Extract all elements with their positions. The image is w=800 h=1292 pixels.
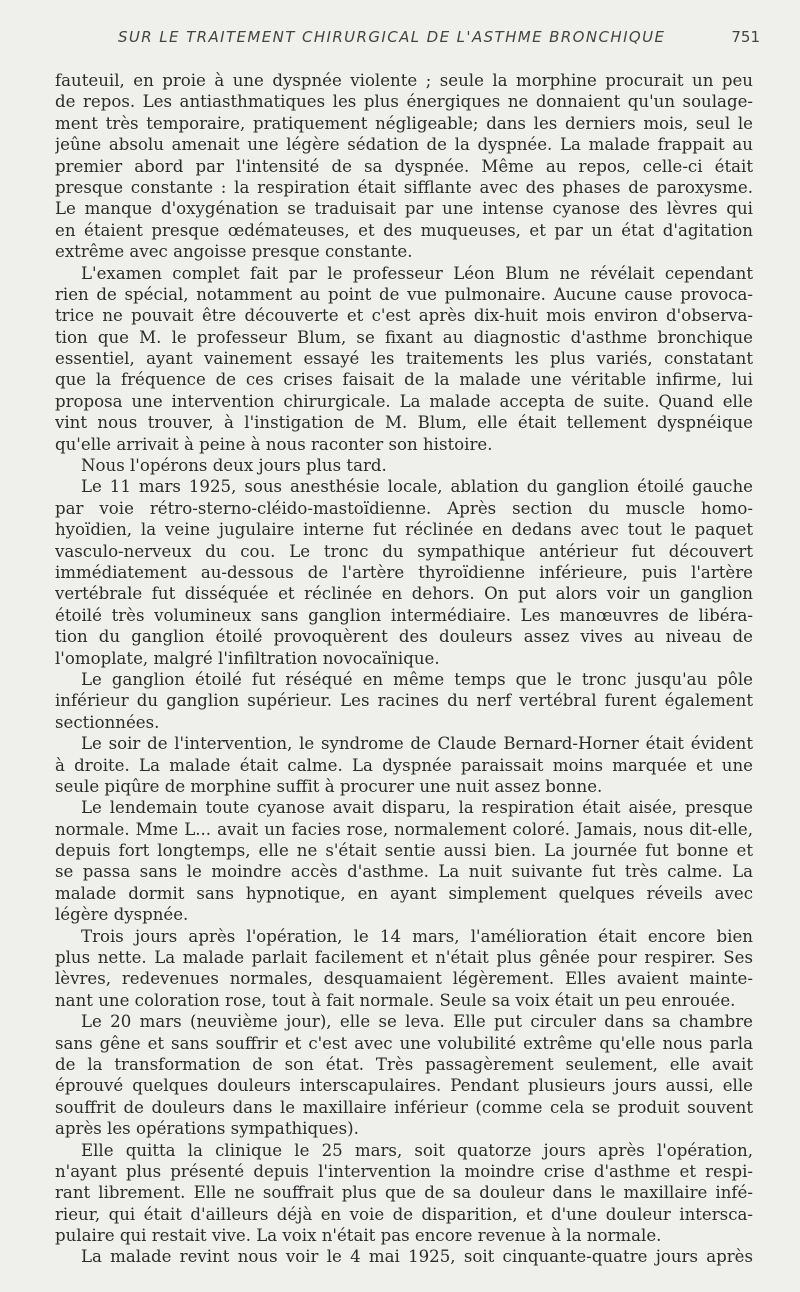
text-line: par voie rétro-sterno-cléido-mastoïdienne. Après section du muscle homo- <box>55 498 753 518</box>
text-line: sectionnées. <box>55 712 160 732</box>
text-line: Nous l'opérons deux jours plus tard. <box>81 456 387 476</box>
text-line: plus nette. La malade parlait facilement et n'était plus gênée pour respirer. Ses <box>55 948 753 968</box>
text-line: proposa une intervention chirurgicale. La malade accepta de suite. Quand elle <box>55 391 753 411</box>
text-line: depuis fort longtemps, elle ne s'était sentie aussi bien. La journée fut bonne et <box>55 841 753 861</box>
text-line: extrême avec angoisse presque constante. <box>55 242 413 262</box>
text-line: premier abord par l'intensité de sa dyspnée. Même au repos, celle-ci était <box>55 156 753 176</box>
running-title: SUR LE TRAITEMENT CHIRURGICAL DE L'ASTHME BRONCHIQUE <box>118 28 666 46</box>
text-line: tion du ganglion étoilé provoquèrent des douleurs assez vives au niveau de <box>55 627 753 647</box>
text-line: rieur, qui était d'ailleurs déjà en voie de disparition, et d'une douleur intersca- <box>55 1204 753 1224</box>
text-line: à droite. La malade était calme. La dyspnée paraissait moins marquée et une <box>55 755 753 775</box>
page-number: 751 <box>731 28 760 46</box>
text-line: Elle quitta la clinique le 25 mars, soit quatorze jours après l'opération, <box>81 1140 753 1160</box>
text-line: Trois jours après l'opération, le 14 mars, l'amélioration était encore bien <box>81 926 753 946</box>
text-line: hyoïdien, la veine jugulaire interne fut réclinée en dedans avec tout le paquet <box>55 520 753 540</box>
text-line: vasculo-nerveux du cou. Le tronc du sympathique antérieur fut découvert <box>55 541 753 561</box>
text-line: normale. Mme L... avait un facies rose, normalement coloré. Jamais, nous dit-elle, <box>55 819 753 839</box>
text-line: Le ganglion étoilé fut réséqué en même temps que le tronc jusqu'au pôle <box>81 669 753 689</box>
text-line: Le soir de l'intervention, le syndrome de Claude Bernard-Horner était évident <box>81 734 753 754</box>
text-line: rant librement. Elle ne souffrait plus que de sa douleur dans le maxillaire infé- <box>55 1183 753 1203</box>
text-line: Le 20 mars (neuvième jour), elle se leva. Elle put circuler dans sa chambre <box>81 1012 753 1032</box>
text-line: lèvres, redevenues normales, desquamaient légèrement. Elles avaient mainte- <box>55 969 753 989</box>
running-header <box>0 28 800 52</box>
text-line: Le lendemain toute cyanose avait disparu, la respiration était aisée, presque <box>81 798 753 818</box>
text-line: seule piqûre de morphine suffit à procurer une nuit assez bonne. <box>55 776 603 796</box>
text-line: L'examen complet fait par le professeur Léon Blum ne révélait cependant <box>81 263 753 283</box>
text-line: légère dyspnée. <box>55 905 189 925</box>
text-line: n'ayant plus présenté depuis l'intervention la moindre crise d'asthme et respi- <box>55 1161 753 1181</box>
text-line: malade dormit sans hypnotique, en ayant simplement quelques réveils avec <box>55 883 753 903</box>
text-line: de la transformation de son état. Très passagèrement seulement, elle avait <box>55 1054 753 1074</box>
text-line: se passa sans le moindre accès d'asthme. La nuit suivante fut très calme. La <box>55 862 753 882</box>
text-line: qu'elle arrivait à peine à nous raconter son histoire. <box>55 434 493 454</box>
text-line: rien de spécial, notamment au point de vue pulmonaire. Aucune cause provoca- <box>55 284 753 304</box>
text-line: après les opérations sympathiques). <box>55 1119 359 1139</box>
text-line: fauteuil, en proie à une dyspnée violente ; seule la morphine procurait un peu <box>55 71 753 90</box>
text-line: pulaire qui restait vive. La voix n'était pas encore revenue à la normale. <box>55 1226 662 1246</box>
text-line: ment très temporaire, pratiquement négligeable; dans les derniers mois, seul le <box>55 113 753 133</box>
text-line: étoilé très volumineux sans ganglion intermédiaire. Les manœuvres de libéra- <box>55 605 753 625</box>
text-line: immédiatement au-dessous de l'artère thyroïdienne inférieure, puis l'artère <box>55 562 753 582</box>
text-line: essentiel, ayant vainement essayé les traitements les plus variés, constatant <box>55 349 753 369</box>
text-line: Le manque d'oxygénation se traduisait par une intense cyanose des lèvres qui <box>55 199 753 219</box>
text-line: sans gêne et sans souffrir et c'est avec une volubilité extrême qu'elle nous parla <box>55 1033 753 1053</box>
text-line: nant une coloration rose, tout à fait normale. Seule sa voix était un peu enrouée. <box>55 990 736 1010</box>
text-line: l'omoplate, malgré l'infiltration novocaïnique. <box>55 648 440 668</box>
text-line: La malade revint nous voir le 4 mai 1925, soit cinquante-quatre jours après <box>81 1247 753 1267</box>
text-line: inférieur du ganglion supérieur. Les racines du nerf vertébral furent également <box>55 691 753 711</box>
text-line: trice ne pouvait être découverte et c'est après dix-huit mois environ d'observa- <box>55 306 753 326</box>
text-line: presque constante : la respiration était sifflante avec des phases de paroxysme. <box>55 177 753 197</box>
text-line: vertébrale fut disséquée et réclinée en dehors. On put alors voir un ganglion <box>55 584 753 604</box>
text-line: souffrit de douleurs dans le maxillaire inférieur (comme cela se produit souvent <box>55 1097 753 1117</box>
text-line: jeûne absolu amenait une légère sédation de la dyspnée. La malade frappait au <box>55 135 753 155</box>
text-line: en étaient presque œdémateuses, et des muqueuses, et par un état d'agitation <box>55 220 753 240</box>
body-text <box>55 70 753 1268</box>
text-line: que la fréquence de ces crises faisait de la malade une véritable infirme, lui <box>55 370 753 390</box>
text-line: éprouvé quelques douleurs interscapulaires. Pendant plusieurs jours aussi, elle <box>55 1076 753 1096</box>
text-line: vint nous trouver, à l'instigation de M. Blum, elle était tellement dyspnéique <box>55 413 753 433</box>
text-line: tion que M. le professeur Blum, se fixant au diagnostic d'asthme bronchique <box>55 327 753 347</box>
text-line: Le 11 mars 1925, sous anesthésie locale, ablation du ganglion étoilé gauche <box>81 477 753 497</box>
text-line: de repos. Les antiasthmatiques les plus énergiques ne donnaient qu'un soulage- <box>55 92 753 112</box>
